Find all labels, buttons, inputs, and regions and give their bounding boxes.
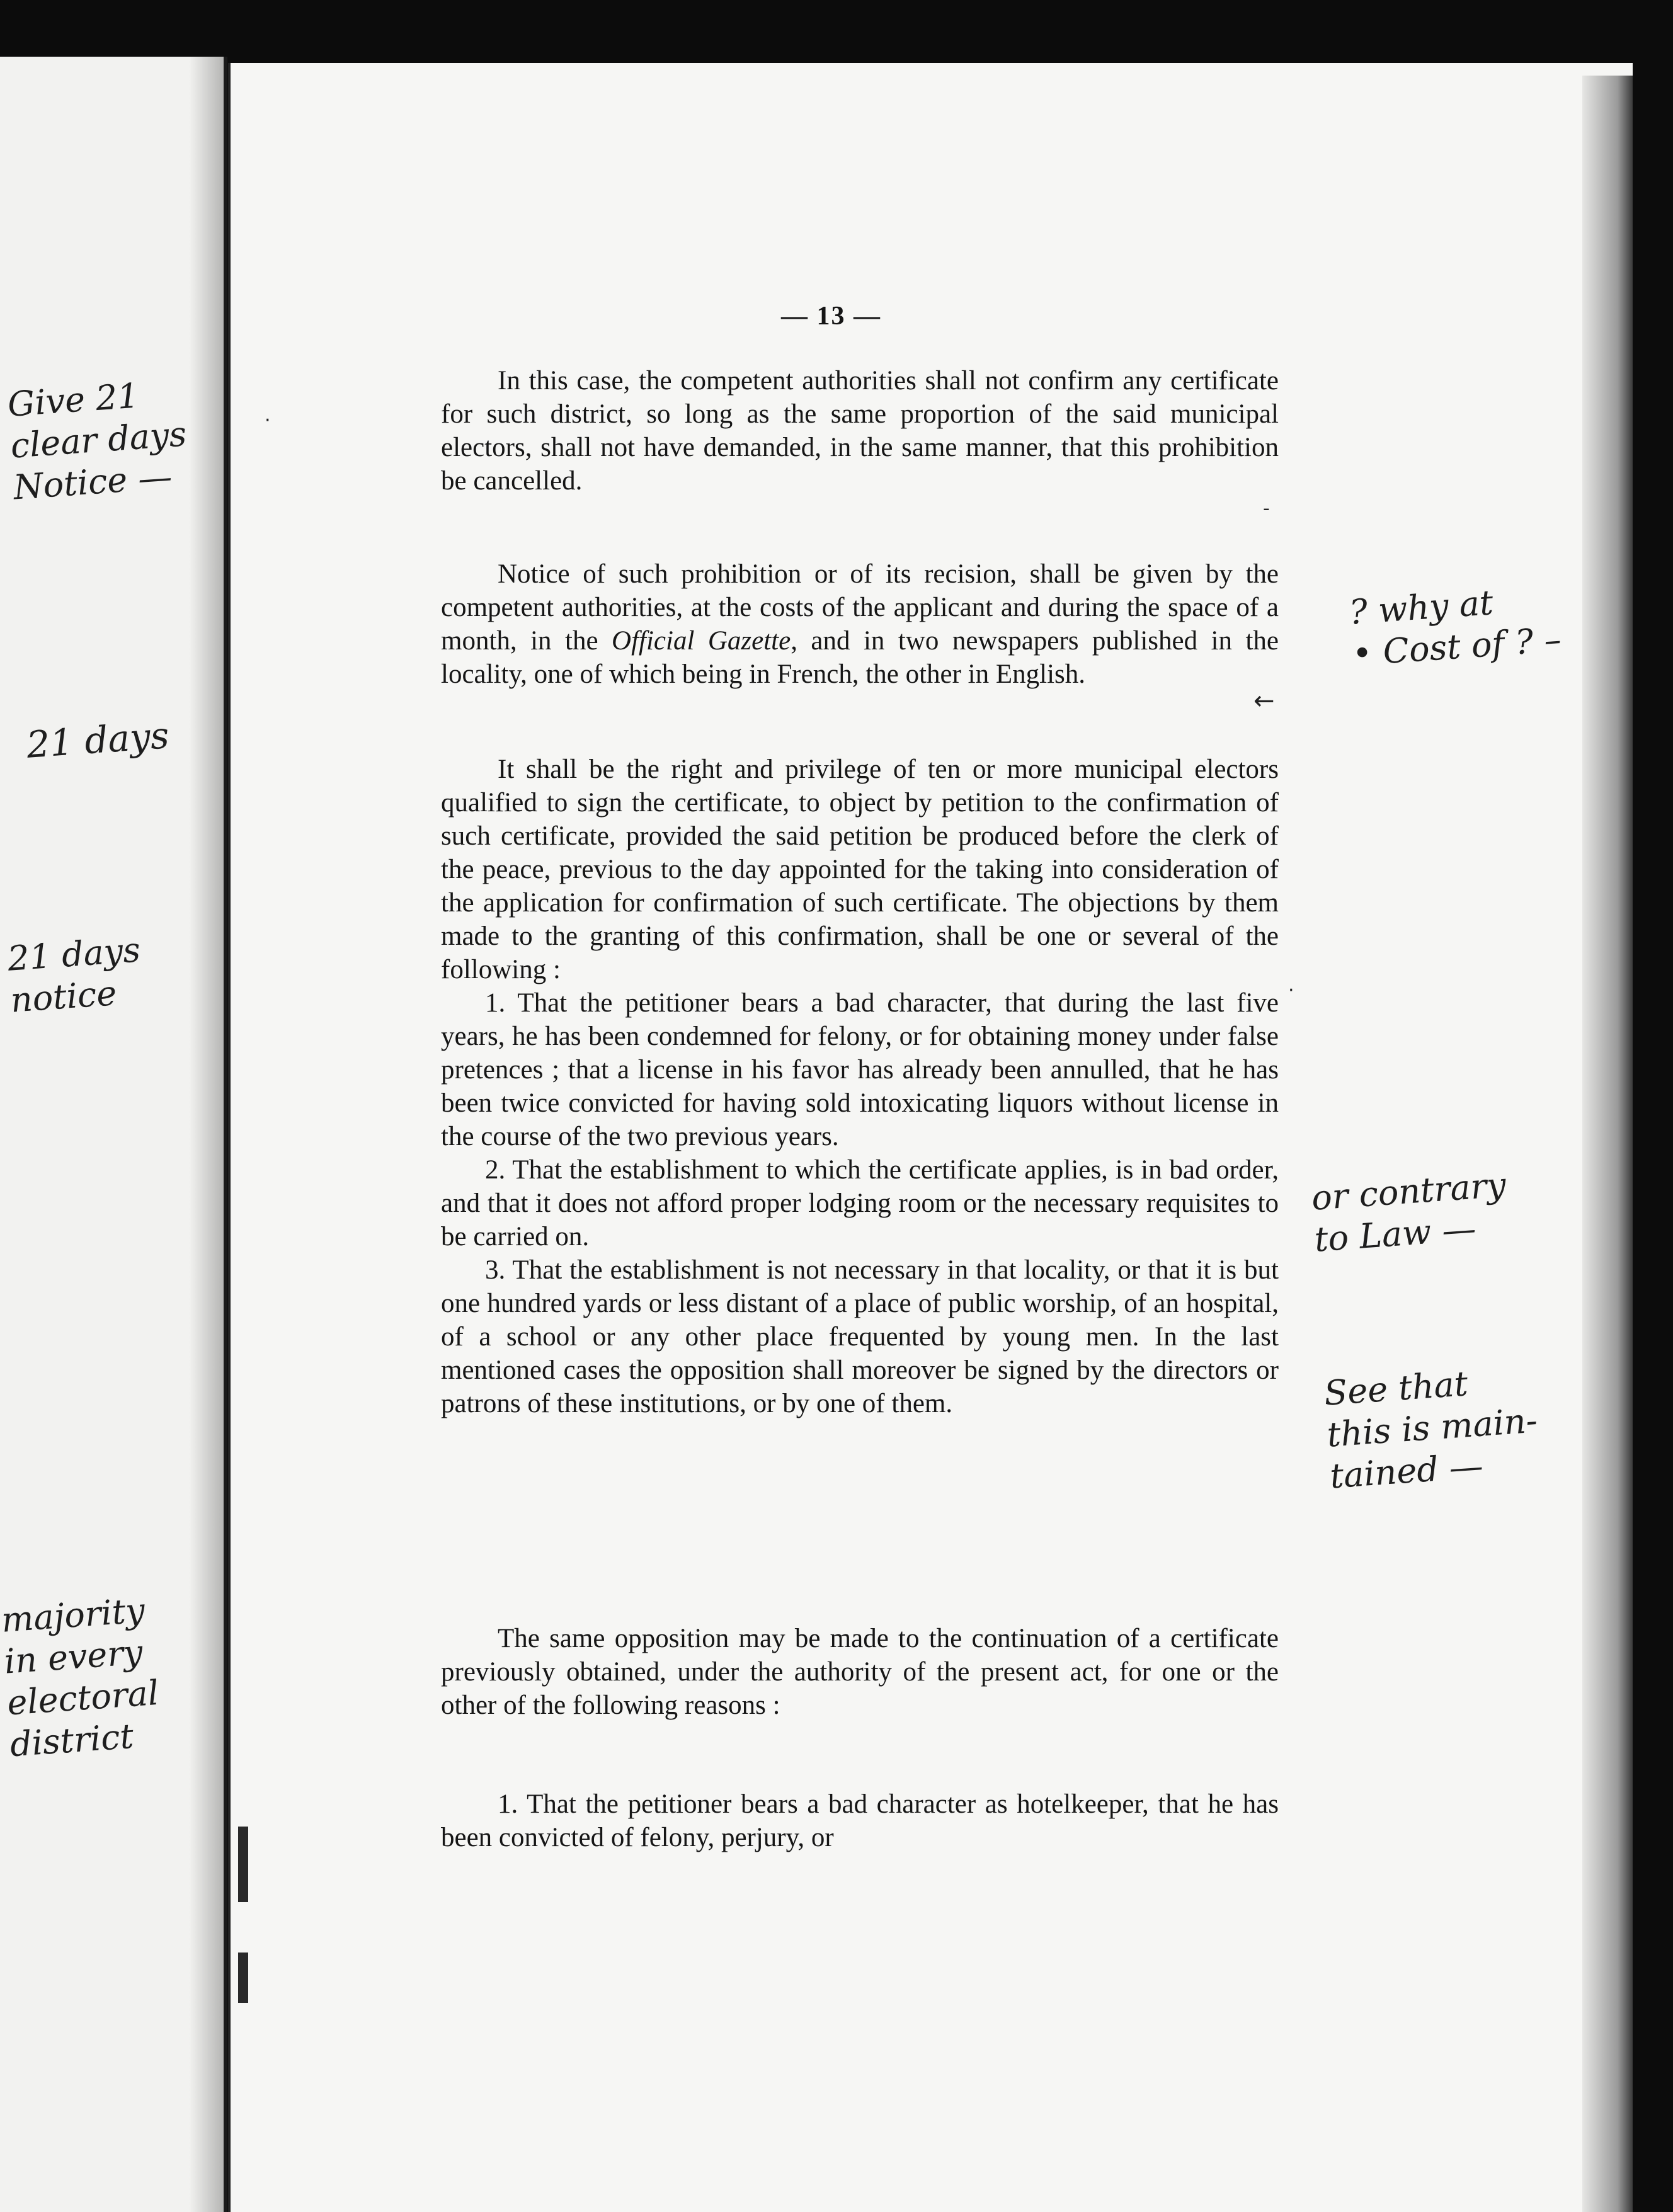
objection-item-2: 2. That the establishment to which the certificate applies, is in bad order, and that it does not afford proper lodging room or the necessary requisites to be carried on. xyxy=(441,1155,1279,1251)
paragraph-reasons xyxy=(441,1787,1279,1854)
arrow-mark: ← xyxy=(1253,687,1275,715)
paragraph-continuation xyxy=(441,1622,1279,1722)
paragraph-prohibition xyxy=(441,364,1279,498)
paragraph-text: Notice of such prohibition or of its recision, shall be given by the competent authorities, at the costs of the applicant and during the space of a month, in the Official Gazette, and in two newspapers published in the locality, one of which being in French, the other in English. xyxy=(441,559,1279,689)
paragraph-text: 1. That the petitioner bears a bad character as hotelkeeper, that he has been convicted of felony, perjury, or xyxy=(441,1789,1279,1852)
page-number: — 13 — xyxy=(781,302,881,331)
handwritten-note: or contrary to Law — xyxy=(1310,1165,1507,1260)
paragraph-objections xyxy=(441,753,1279,1420)
objection-item-3: 3. That the establishment is not necessary in that locality, or that it is but one hundred yards or less distant of a place of public worship, of an hospital, of a school or any other place frequented by young men. In the last mentioned cases the opposition shall moreover be signed by the directors or patrons of these institutions, or by one of them. xyxy=(441,1255,1279,1418)
dot-mark: · xyxy=(265,409,271,431)
binding-mark xyxy=(238,1953,248,2003)
dot-mark: · xyxy=(1288,979,1294,1001)
handwritten-note: Give 21 clear days Notice — xyxy=(6,375,188,508)
paragraph-notice xyxy=(441,557,1279,691)
binding-mark xyxy=(238,1827,248,1902)
paragraph-text: It shall be the right and privilege of ten or more municipal electors qualified to sign the certificate, to object by petition to the confirmation of such certificate, provided the said petition be produced before the clerk of the peace, previous to the day appointed for the taking into consideration of the application for confirmation of such certificate. The objections by them made to the granting of this confirmation, shall be one or several of the following : xyxy=(441,755,1279,984)
handwritten-note: See that this is main- tained — xyxy=(1323,1364,1539,1497)
handwritten-note: 21 days xyxy=(25,714,171,767)
handwritten-note: 21 days notice xyxy=(6,930,142,1020)
pencil-mark: - xyxy=(1263,498,1270,520)
handwritten-note: majority in every electoral district xyxy=(0,1590,161,1765)
gutter-shadow xyxy=(189,57,224,2212)
paragraph-text: The same opposition may be made to the continuation of a certificate previously obtained, under the authority of the present act, for one or the other of the following reasons : xyxy=(441,1624,1279,1720)
handwritten-note: ? why at • Cost of ? – xyxy=(1348,583,1563,674)
page-edge xyxy=(1582,76,1633,2212)
objection-item-1: 1. That the petitioner bears a bad character, that during the last five years, he has been condemned for felony, or for obtaining money under false pretences ; that a license in his favor has already been annulled, that he has been twice convicted for having sold intoxicating liquors without license in the course of the two previous years. xyxy=(441,988,1279,1151)
paragraph-text: In this case, the competent authorities shall not confirm any certificate for such district, so long as the same proportion of the said municipal electors, shall not have demanded, in the same manner, that this prohibition be cancelled. xyxy=(441,366,1279,496)
